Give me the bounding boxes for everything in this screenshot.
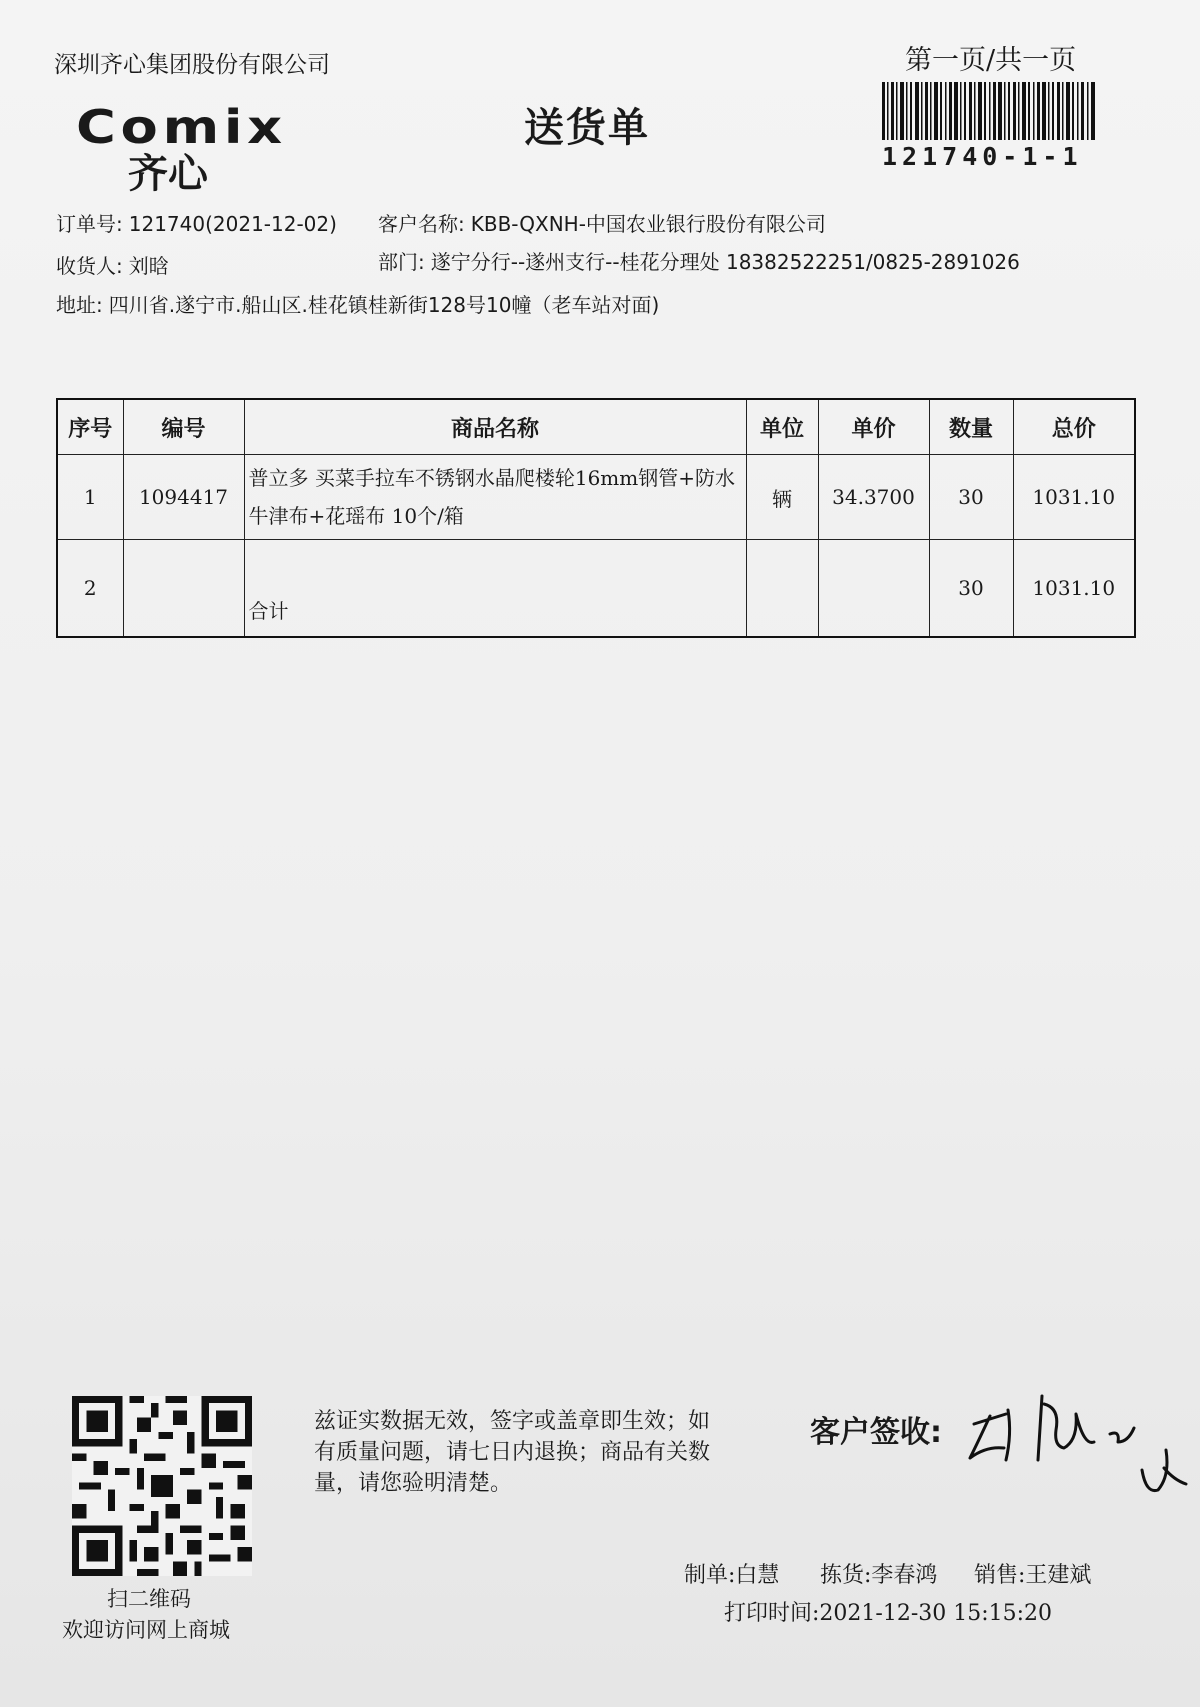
department-label: 部门: bbox=[378, 250, 425, 274]
items-table bbox=[56, 398, 1136, 638]
cell-qty: 30 bbox=[929, 540, 1013, 638]
maker: 制单:白慧 bbox=[684, 1563, 780, 1588]
order-number-label: 订单号: bbox=[56, 212, 123, 236]
order-number-value: 121740(2021-12-02) bbox=[128, 212, 337, 236]
cell-unit: 辆 bbox=[746, 455, 818, 540]
print-time: 打印时间:2021-12-30 15:15:20 bbox=[724, 1601, 1053, 1626]
customer-name-value: KBB-QXNH-中国农业银行股份有限公司 bbox=[470, 212, 826, 236]
receiver-value: 刘晗 bbox=[128, 254, 169, 278]
page-info: 第一页/共一页 bbox=[905, 45, 1077, 76]
qr-label-scan: 扫二维码 bbox=[107, 1587, 191, 1611]
cell-price bbox=[818, 540, 929, 638]
col-header-unit: 单位 bbox=[746, 399, 818, 455]
receiver-label: 收货人: bbox=[56, 254, 123, 278]
cell-seq: 2 bbox=[57, 540, 123, 638]
cell-unit bbox=[746, 540, 818, 638]
department bbox=[378, 246, 1020, 275]
qr-code-image[interactable] bbox=[72, 1396, 252, 1576]
cell-seq: 1 bbox=[57, 455, 123, 540]
cell-name: 合计 bbox=[244, 540, 746, 638]
cell-code bbox=[123, 540, 244, 638]
table-row bbox=[57, 540, 1135, 638]
qr-label-visit: 欢迎访问网上商城 bbox=[62, 1618, 230, 1642]
col-header-total: 总价 bbox=[1013, 399, 1135, 455]
cell-qty: 30 bbox=[929, 455, 1013, 540]
barcode-image bbox=[882, 82, 1096, 140]
customer-name bbox=[378, 208, 826, 237]
address-value: 四川省.遂宁市.船山区.桂花镇桂新街128号10幢（老车站对面) bbox=[108, 293, 660, 317]
cell-code: 1094417 bbox=[123, 455, 244, 540]
notice-text: 兹证实数据无效，签字或盖章即生效；如有质量问题，请七日内退换；商品有关数量，请您验明清楚。 bbox=[314, 1409, 711, 1496]
customer-signature bbox=[960, 1350, 1190, 1500]
document-title: 送货单 bbox=[524, 105, 650, 151]
col-header-qty: 数量 bbox=[929, 399, 1013, 455]
company-name: 深圳齐心集团股份有限公司 bbox=[54, 52, 330, 78]
col-header-code: 编号 bbox=[123, 399, 244, 455]
table-header-row bbox=[57, 399, 1135, 455]
col-header-seq: 序号 bbox=[57, 399, 123, 455]
cell-total: 1031.10 bbox=[1013, 455, 1135, 540]
col-header-name: 商品名称 bbox=[244, 399, 746, 455]
logo-en-text: Comix bbox=[76, 100, 287, 154]
address bbox=[56, 289, 659, 318]
table-row bbox=[57, 455, 1135, 540]
col-header-price: 单价 bbox=[818, 399, 929, 455]
cell-price: 34.3700 bbox=[818, 455, 929, 540]
logo-cn-text: 齐心 bbox=[128, 151, 208, 197]
address-label: 地址: bbox=[56, 293, 103, 317]
customer-sign-label: 客户签收: bbox=[810, 1415, 942, 1450]
receiver bbox=[56, 250, 169, 279]
barcode-number: 121740-1-1 bbox=[882, 142, 1083, 171]
comix-logo bbox=[76, 100, 306, 198]
picker: 拣货:李春鸿 bbox=[820, 1563, 938, 1588]
cell-name: 普立多 买菜手拉车不锈钢水晶爬楼轮16mm钢管+防水牛津布+花瑶布 10个/箱 bbox=[244, 455, 746, 540]
sales: 销售:王建斌 bbox=[974, 1563, 1092, 1588]
customer-name-label: 客户名称: bbox=[378, 212, 465, 236]
cell-total: 1031.10 bbox=[1013, 540, 1135, 638]
department-value: 遂宁分行--遂州支行--桂花分理处 18382522251/0825-2891026 bbox=[430, 250, 1020, 274]
order-number bbox=[56, 208, 337, 237]
